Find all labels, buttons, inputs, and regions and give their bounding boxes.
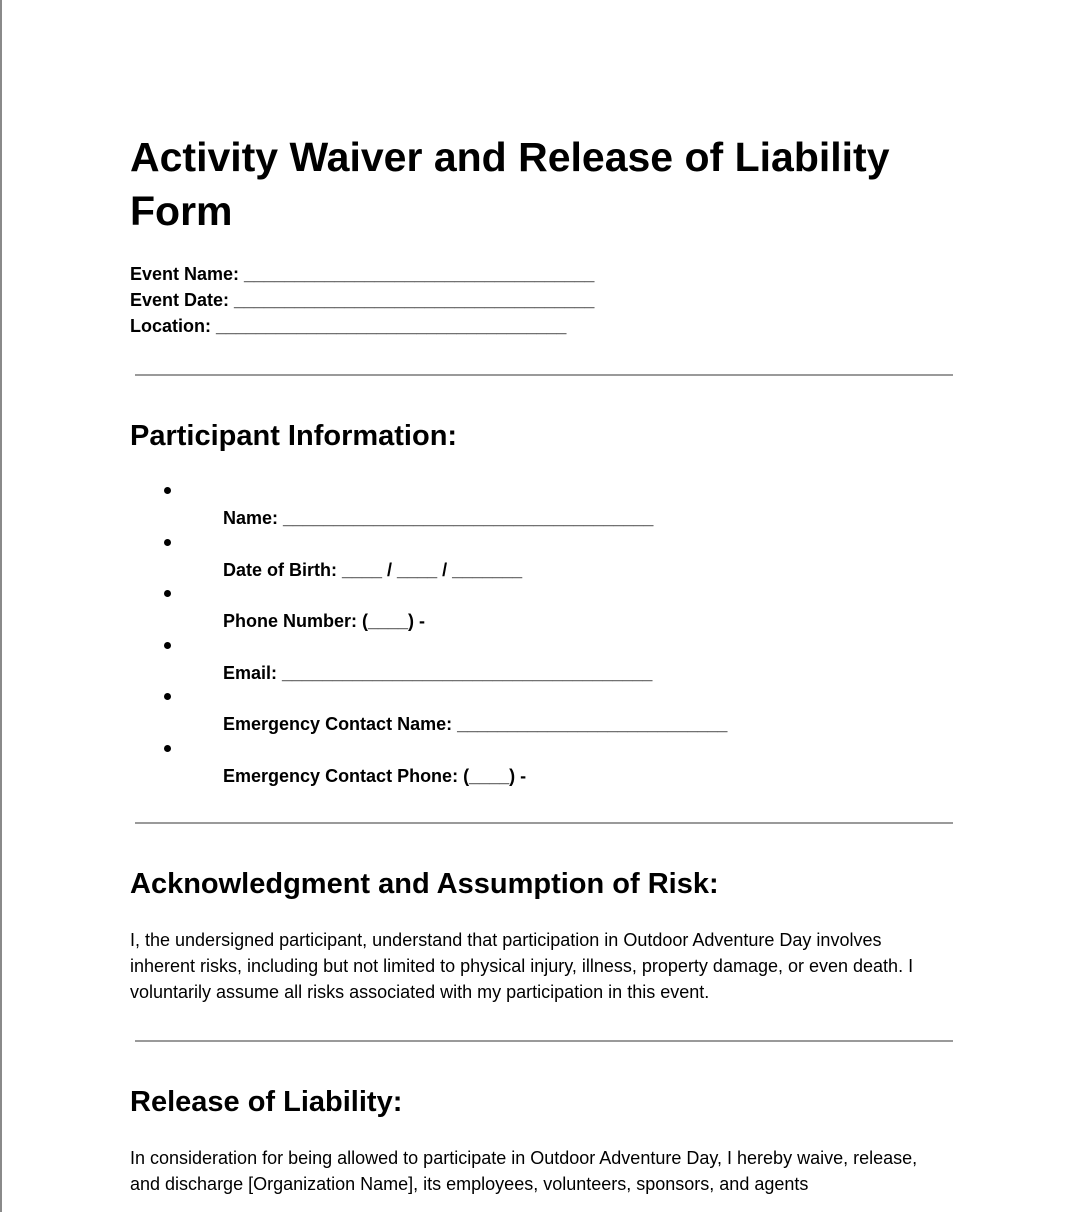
risk-heading: Acknowledgment and Assumption of Risk: [130,868,719,900]
section-divider [135,374,953,376]
field-label: Date of Birth: ____ / ____ / _______ [223,559,523,580]
participant-dob-field [130,528,727,580]
section-divider [135,822,953,824]
bullet-icon [164,539,171,546]
location-field: Location: ___________________________________ [130,316,567,336]
emergency-contact-name-field [130,682,727,734]
field-label: Email: _____________________________________ [223,662,653,683]
bullet-icon [164,745,171,752]
document-title: Activity Waiver and Release of Liability Form [130,134,890,234]
bullet-icon [164,590,171,597]
release-heading: Release of Liability: [130,1086,403,1118]
participant-field-list [130,476,727,786]
section-divider [135,1040,953,1042]
participant-name-field [130,476,727,528]
event-date-field: Event Date: ____________________________________ [130,290,595,310]
risk-paragraph: I, the undersigned participant, understand that participation in Outdoor Adventure Day involves inherent risks, including but not limited to physical injury, illness, property damage, or even death. I voluntarily assume all risks associated with my participation in this event. [130,930,914,1002]
participant-email-field [130,631,727,683]
participant-phone-field [130,579,727,631]
event-name-field: Event Name: ___________________________________ [130,264,595,284]
bullet-icon [164,693,171,700]
event-details [130,261,594,339]
field-label: Emergency Contact Name: ___________________________ [223,714,728,735]
bullet-icon [164,487,171,494]
participant-information-heading: Participant Information: [130,420,458,452]
page-left-edge [0,0,2,1212]
field-label: Phone Number: (____) - [223,611,426,632]
emergency-contact-phone-field [130,734,727,786]
field-label: Name: _____________________________________ [223,508,654,528]
bullet-icon [164,642,171,649]
field-label: Emergency Contact Phone: (____) - [223,765,527,786]
release-paragraph: In consideration for being allowed to participate in Outdoor Adventure Day, I hereby waive, release, and discharge [Organization Name], its employees, volunteers, sponsors, and agents [130,1148,918,1194]
